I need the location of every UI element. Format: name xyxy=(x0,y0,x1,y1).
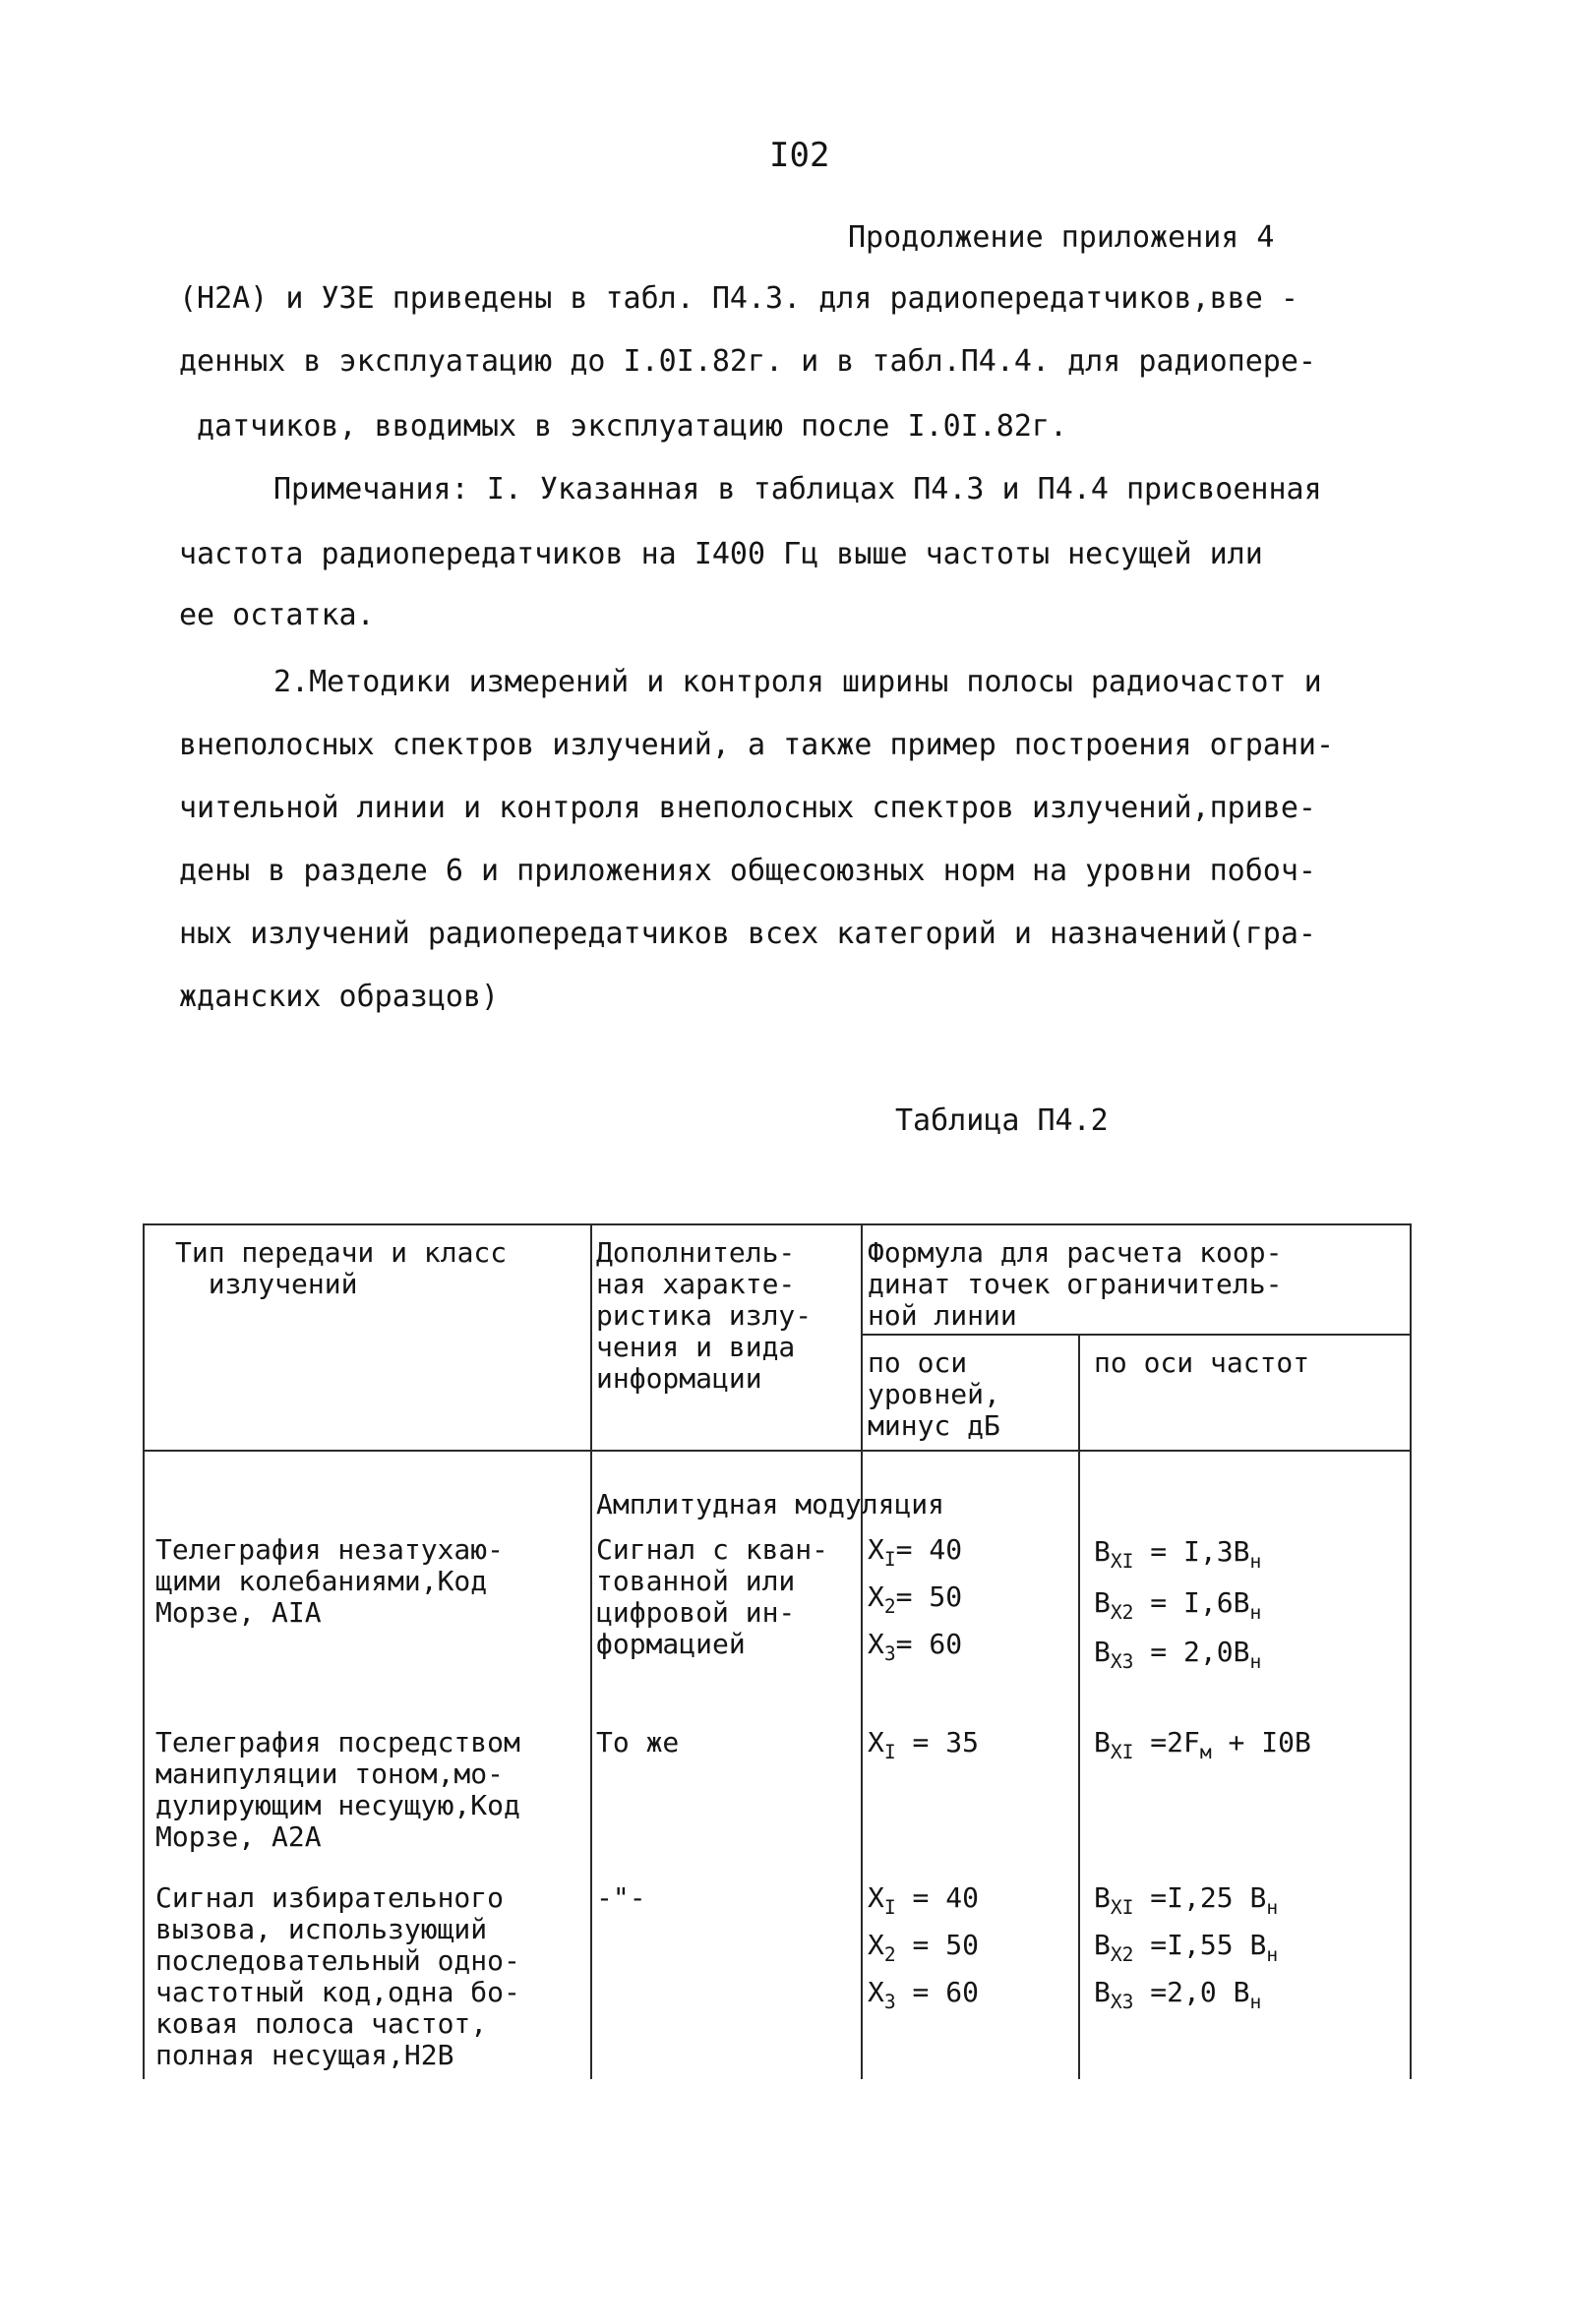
note2-line: жданских образцов) xyxy=(179,980,500,1014)
table-col-rule xyxy=(861,1223,863,2079)
row3-freq-1: $B_{XI} =I,25$ $B_н$ xyxy=(1094,1881,1279,1919)
row2-type: Телеграфия посредством манипуляции тоном,мо- дулирующим несущую,Код Морзе, A2A xyxy=(155,1726,520,1853)
row1-type: Телеграфия незатухаю- щими колебаниями,Код Морзе, AIA xyxy=(155,1533,505,1629)
row3-freq-2: $B_{X2} =I,55$ $B_н$ xyxy=(1094,1929,1279,1966)
header-formula: Формула для расчета коор- динат точек ограничитель- ной линии xyxy=(868,1236,1283,1332)
intro-line: датчиков, вводимых в эксплуатацию после I.0I.82г. xyxy=(197,409,1068,444)
table-col-rule xyxy=(590,1223,592,2079)
header-transmission-type: Тип передачи и класс излучений xyxy=(175,1236,508,1300)
note2-line: внеполосных спектров излучений, а также пример построения ограни- xyxy=(179,728,1334,762)
row1-level-2: $X_2= 50$ xyxy=(868,1580,963,1618)
row2-freq-1: $B_{XI} =2F_м + I0B$ xyxy=(1094,1726,1311,1763)
section-title: Амплитудная модуляция xyxy=(596,1488,945,1520)
row1-extra: Сигнал с кван- тованной или цифровой ин- формацией xyxy=(596,1533,829,1660)
row2-level-1: $X_I = 35$ xyxy=(868,1726,979,1763)
table-left-rule xyxy=(143,1223,145,2079)
table-subheader-rule xyxy=(862,1334,1412,1336)
notes-line: ее остатка. xyxy=(179,598,375,632)
row1-level-3: $X_3= 60$ xyxy=(868,1628,963,1665)
row1-freq-1: $B_{XI} = I,3B_н$ xyxy=(1094,1535,1262,1573)
notes-line: Примечания: I. Указанная в таблицах П4.3 и П4.4 присвоенная xyxy=(273,472,1322,507)
header-frequency-axis: по оси частот xyxy=(1094,1346,1310,1379)
row1-freq-2: $B_{X2} = I,6B_н$ xyxy=(1094,1586,1262,1624)
row2-extra: То же xyxy=(596,1726,680,1758)
row1-level-1: $X_I= 40$ xyxy=(868,1533,963,1571)
note2-line: ных излучений радиопередатчиков всех категорий и назначений(гра- xyxy=(179,917,1316,951)
table-header-rule xyxy=(143,1450,1412,1452)
note2-line: чительной линии и контроля внеполосных спектров излучений,приве- xyxy=(179,791,1316,825)
table-top-rule xyxy=(143,1223,1412,1225)
table-col-rule xyxy=(1078,1334,1080,2079)
continuation-note: Продолжение приложения 4 xyxy=(848,220,1275,255)
table-caption: Таблица П4.2 xyxy=(895,1103,1109,1138)
page-number: I02 xyxy=(769,136,830,175)
row1-freq-3: $B_{X3} = 2,0B_н$ xyxy=(1094,1636,1262,1673)
row3-level-3: $X_3 = 60$ xyxy=(868,1976,979,2013)
row3-level-2: $X_2 = 50$ xyxy=(868,1929,979,1966)
intro-line: денных в эксплуатацию до I.0I.82г. и в табл.П4.4. для радиопере- xyxy=(179,344,1316,379)
row3-type: Сигнал избирательного вызова, использующий последовательный одно- частотный код,одна бо- ковая полоса частот, полная несущая,Н2В xyxy=(155,1881,520,2071)
intro-line: (Н2А) и УЗЕ приведены в табл. П4.3. для радиопередатчиков,вве - xyxy=(179,281,1298,316)
table-right-rule xyxy=(1410,1223,1412,2079)
note2-line: 2.Методики измерений и контроля ширины полосы радиочастот и xyxy=(273,665,1322,699)
row3-extra: -"- xyxy=(596,1881,646,1914)
note2-line: дены в разделе 6 и приложениях общесоюзных норм на уровни побоч- xyxy=(179,854,1316,888)
row3-level-1: $X_I = 40$ xyxy=(868,1881,979,1919)
notes-line: частота радиопередатчиков на I400 Гц выше частоты несущей или xyxy=(179,537,1263,571)
header-levels-axis: по оси уровней, минус дБ xyxy=(868,1346,1000,1442)
header-extra-characteristic: Дополнитель- ная характе- ристика излу- чения и вида информации xyxy=(596,1236,813,1395)
row3-freq-3: $B_{X3} =2,0$ $B_н$ xyxy=(1094,1976,1262,2013)
